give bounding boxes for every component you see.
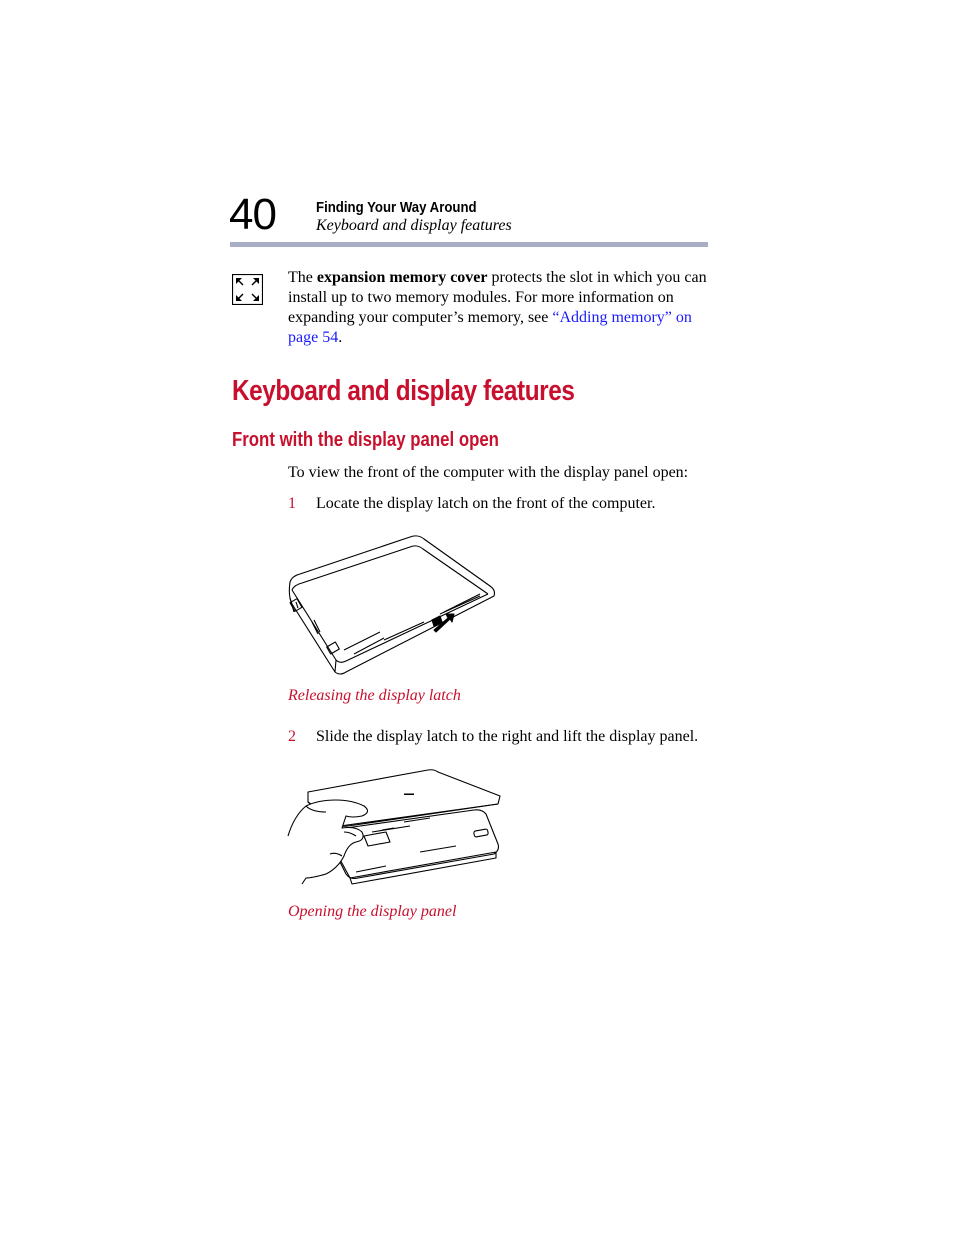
step-1-text: Locate the display latch on the front of the computer.: [316, 495, 656, 512]
running-section-title: Keyboard and display features: [316, 217, 512, 234]
figure-opening-panel: [286, 766, 504, 888]
step-2-number: 2: [288, 728, 296, 745]
expansion-memory-cover-term: expansion memory cover: [316, 269, 488, 286]
intro-paragraph: To view the front of the computer with the display panel open:: [288, 464, 689, 481]
section-heading: Keyboard and display features: [232, 375, 575, 407]
expand-arrows-icon: [232, 274, 263, 305]
chapter-title: Finding Your Way Around: [316, 199, 477, 216]
figure-2-caption: Opening the display panel: [288, 903, 457, 920]
step-1-number: 1: [288, 495, 296, 512]
step-2-text: Slide the display latch to the right and lift the display panel.: [316, 728, 699, 745]
header-rule: [230, 242, 708, 247]
figure-releasing-latch: [284, 532, 500, 680]
figure-1-caption: Releasing the display latch: [288, 687, 461, 704]
svg-text:▬▬: ▬▬: [404, 791, 414, 797]
adding-memory-link[interactable]: “Adding memory” on page 54: [288, 309, 692, 346]
page-number: 40: [229, 190, 276, 239]
note-paragraph: The expansion memory cover protects the slot in which you can install up to two memory modules. For more information on expanding your computer’s memory, see “Adding memory” on page 54.: [288, 269, 707, 346]
subsection-heading: Front with the display panel open: [232, 429, 499, 451]
